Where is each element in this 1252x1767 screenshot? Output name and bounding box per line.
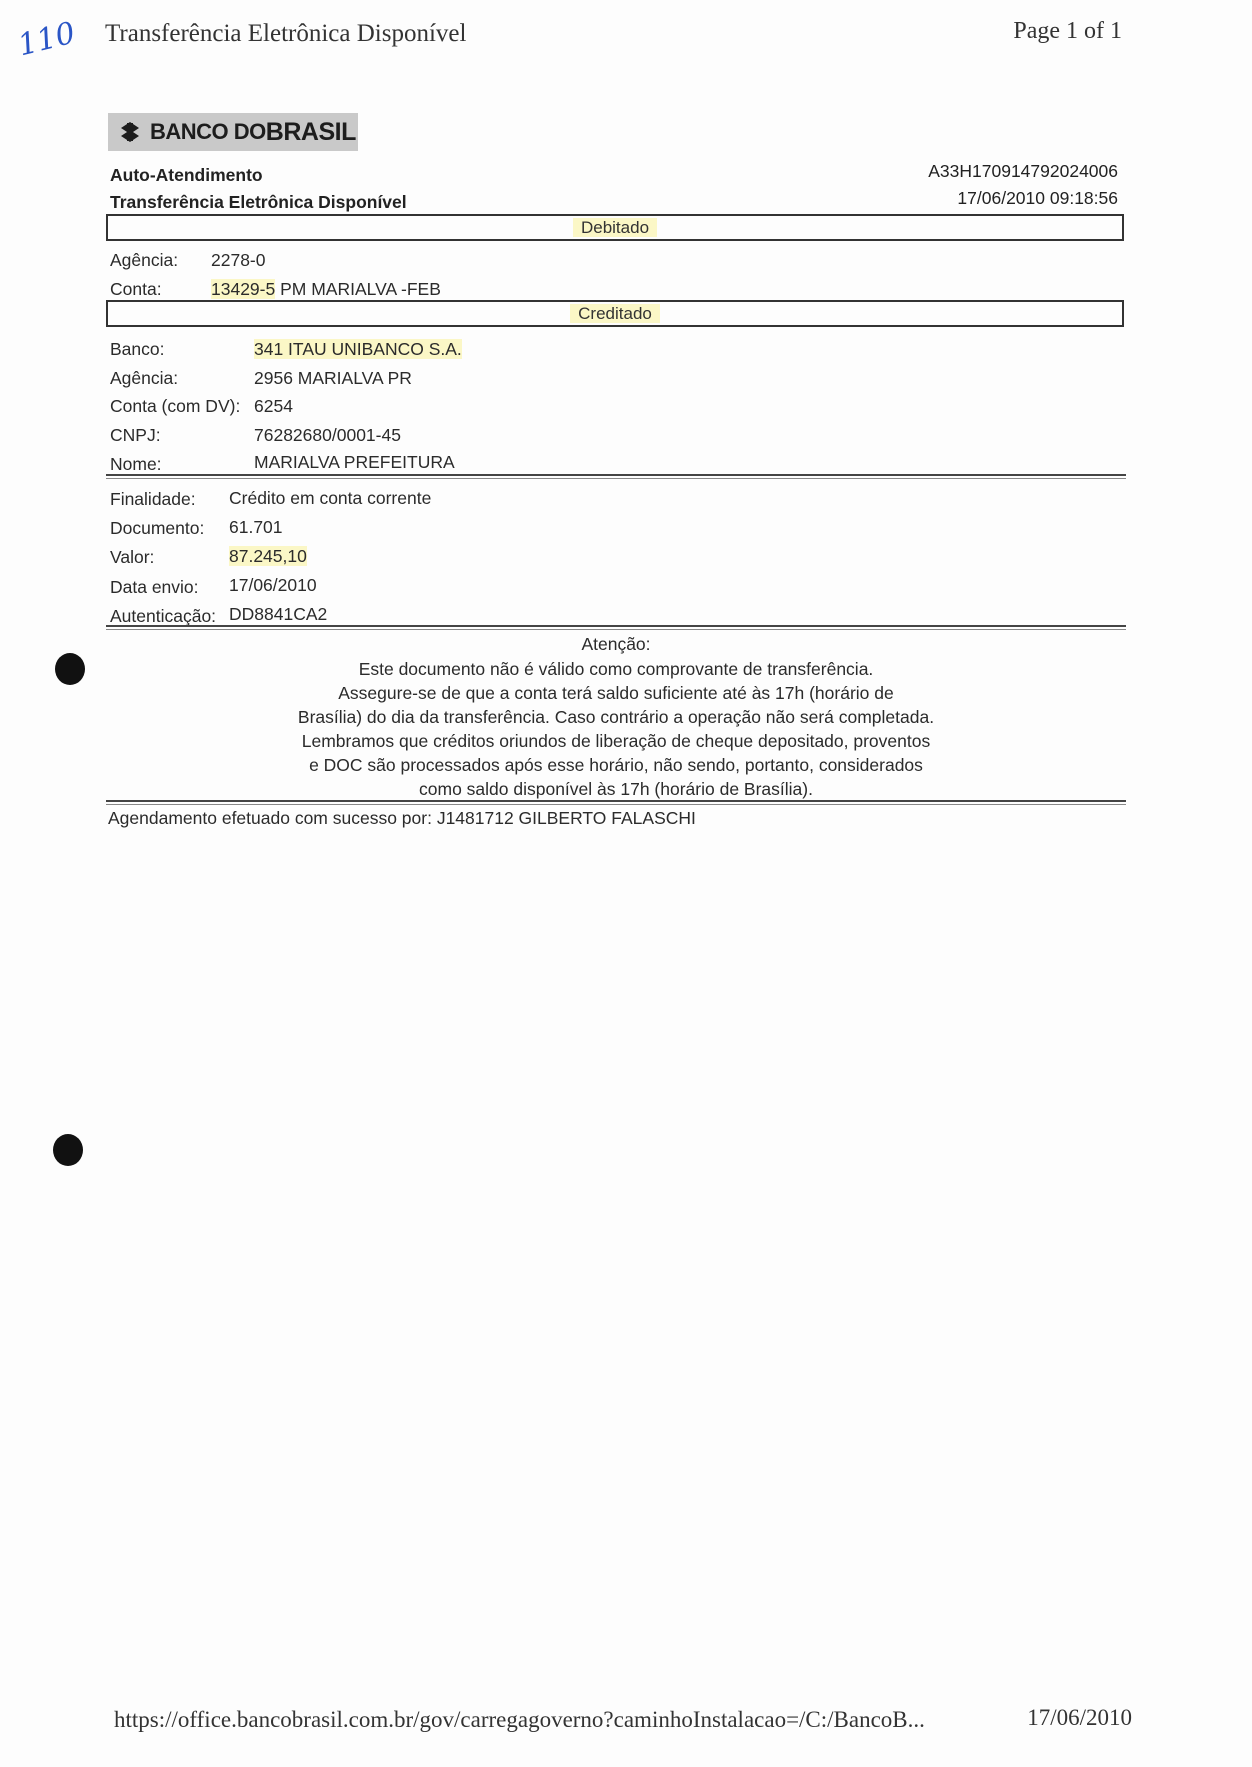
credit-cnpj-label: CNPJ: [110, 425, 161, 445]
credit-banco-label: Banco: [110, 339, 165, 359]
documento-label: Documento: [110, 518, 205, 538]
credit-banco-value [254, 339, 462, 360]
punch-hole [55, 653, 85, 685]
logo-text-banco: BANCO DO [150, 119, 266, 144]
debit-conta-name: PM MARIALVA -FEB [275, 279, 441, 299]
credit-agencia-value: 2956 MARIALVA PR [254, 368, 412, 388]
data-envio-label: Data envio: [110, 577, 199, 597]
section-creditado-label: Creditado [570, 304, 660, 323]
print-header-page: Page 1 of 1 [1013, 18, 1122, 44]
header-left [110, 162, 407, 216]
divider-credit-details [106, 474, 1126, 479]
handwritten-page-number: 110 [14, 15, 79, 64]
autenticacao-value: DD8841CA2 [229, 604, 328, 624]
divider-details-notice [106, 625, 1126, 630]
document-title: Transferência Eletrônica Disponível [110, 192, 407, 212]
valor-value [229, 546, 307, 567]
credit-cnpj-value: 76282680/0001-45 [254, 425, 401, 445]
print-footer-url: https://office.bancobrasil.com.br/gov/carregagoverno?caminhoInstalacao=/C:/BancoB... [114, 1707, 925, 1732]
valor-label: Valor: [110, 547, 155, 567]
transaction-code: A33H170914792024006 [928, 161, 1118, 181]
divider-notice-footer [106, 800, 1126, 805]
section-debitado-label: Debitado [573, 218, 657, 237]
finalidade-label: Finalidade: [110, 489, 196, 509]
notice-line: Assegure-se de que a conta terá saldo suficiente até às 17h (horário de [338, 683, 894, 703]
credit-conta-value: 6254 [254, 396, 293, 416]
debit-conta-value [211, 279, 441, 300]
credit-nome-label: Nome: [110, 454, 162, 474]
logo-text-brasil: BRASIL [265, 117, 356, 146]
credit-nome-value: MARIALVA PREFEITURA [254, 452, 455, 472]
header-right [928, 158, 1118, 212]
banco-do-brasil-logo [108, 113, 358, 151]
data-envio-value: 17/06/2010 [229, 575, 317, 595]
debit-agencia-label: Agência: [110, 250, 179, 270]
documento-value: 61.701 [229, 517, 283, 537]
notice-line: como saldo disponível às 17h (horário de Brasília). [419, 779, 813, 799]
debit-agencia-value: 2278-0 [211, 250, 266, 270]
print-footer-date: 17/06/2010 [1027, 1705, 1132, 1730]
debit-conta-number: 13429-5 [211, 279, 276, 299]
transaction-datetime: 17/06/2010 09:18:56 [957, 188, 1118, 208]
section-debitado [106, 214, 1124, 241]
scheduling-confirmation: Agendamento efetuado com sucesso por: J1481712 GILBERTO FALASCHI [108, 808, 696, 828]
debit-conta-label: Conta: [110, 279, 162, 299]
notice-line: Lembramos que créditos oriundos de liberação de cheque depositado, proventos [301, 731, 931, 751]
notice-text [206, 657, 1026, 801]
finalidade-value: Crédito em conta corrente [229, 488, 432, 508]
bb-logo-icon [118, 120, 142, 144]
print-header-title: Transferência Eletrônica Disponível [105, 20, 467, 47]
credit-conta-label: Conta (com DV): [110, 396, 241, 416]
service-name: Auto-Atendimento [110, 165, 263, 185]
section-creditado [106, 300, 1124, 327]
notice-line: Este documento não é válido como comprovante de transferência. [358, 659, 874, 679]
credit-agencia-label: Agência: [110, 368, 179, 388]
notice-line: Brasília) do dia da transferência. Caso contrário a operação não será completada. [297, 707, 935, 727]
notice-title: Atenção: [581, 634, 651, 654]
notice-line: e DOC são processados após esse horário, não sendo, portanto, considerados [309, 755, 923, 775]
punch-hole [53, 1134, 83, 1166]
credit-banco-text: 341 ITAU UNIBANCO S.A. [254, 339, 462, 359]
autenticacao-label: Autenticação: [110, 606, 217, 626]
valor-amount: 87.245,10 [229, 546, 307, 566]
